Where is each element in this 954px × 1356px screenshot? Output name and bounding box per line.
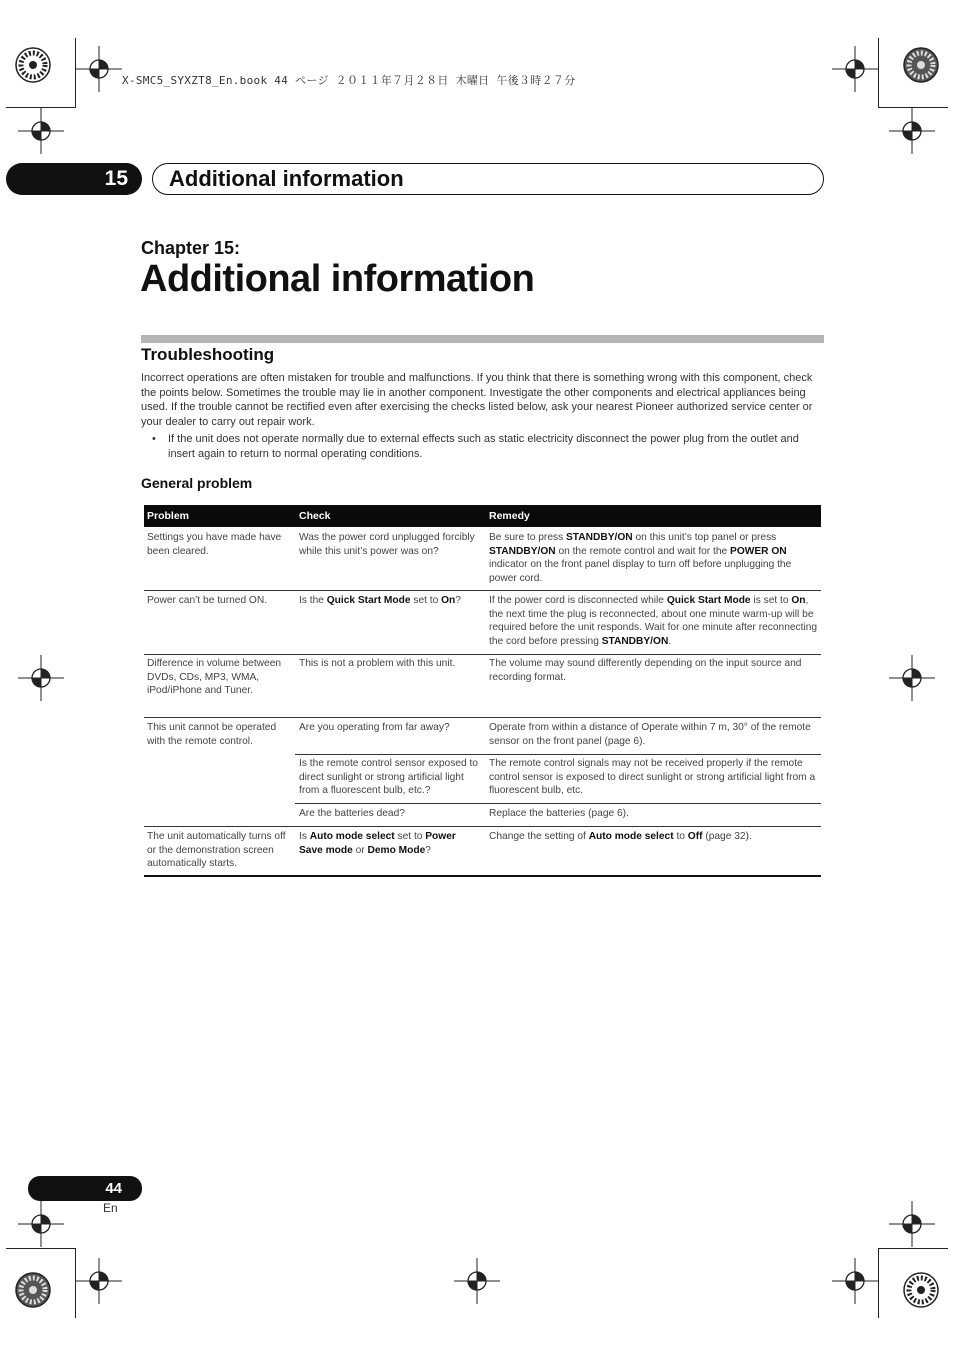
- table-cell-remedy: Replace the batteries (page 6).: [489, 808, 629, 819]
- subsection-heading: General problem: [141, 475, 253, 491]
- table-header: [144, 505, 821, 527]
- table-bottom-rule: [144, 875, 821, 877]
- table-row-divider: [144, 717, 821, 718]
- table-cell-check: Are you operating from far away?: [299, 722, 450, 733]
- table-cell-remedy: The volume may sound differently depending on the input source and recording format.: [489, 658, 802, 683]
- table-cell-problem: The unit automatically turns off or the demonstration screen automatically starts.: [147, 831, 286, 869]
- table-cell-check: Was the power cord unplugged forcibly while this unit’s power was on?: [299, 532, 475, 557]
- table-cell-remedy: Change the setting of Auto mode select to Off (page 32).: [489, 831, 752, 842]
- chapter-number-tab: [6, 163, 142, 195]
- print-header: X-SMC5_SYXZT8_En.book 44 ページ ２０１１年７月２８日 木曜日 午後３時２７分: [122, 74, 576, 87]
- bullet-text: If the unit does not operate normally due to external effects such as static electricity disconnect the power plug from the outlet and insert again to return to normal operating conditions.: [168, 433, 799, 460]
- chapter-number: 15: [104, 167, 128, 190]
- table-cell-remedy: If the power cord is disconnected while Quick Start Mode is set to On, the next time the plug is reconnected, about one minute warm-up will be required before the unit responds. Wait for one minute after reconnecting the cord before pressing STANDBY/ON.: [489, 595, 818, 647]
- registration-mark-icon: [902, 46, 940, 84]
- chapter-title: Additional information: [140, 258, 535, 300]
- bullet-icon: •: [152, 433, 156, 445]
- table-cell-remedy: Be sure to press STANDBY/ON on this unit’s top panel or press STANDBY/ON on the remote control and wait for the POWER ON indicator on the front panel display to turn off before unplugging the power cord.: [489, 532, 792, 584]
- registration-mark-icon: [14, 1271, 52, 1309]
- crosshair-icon: [832, 46, 878, 92]
- table-cell-check: This is not a problem with this unit.: [299, 658, 456, 669]
- crosshair-icon: [889, 1201, 935, 1247]
- page-number: 44: [105, 1180, 122, 1197]
- registration-mark-icon: [14, 46, 52, 84]
- crosshair-icon: [18, 1201, 64, 1247]
- table-cell-problem: Difference in volume between DVDs, CDs, MP3, WMA, iPod/iPhone and Tuner.: [147, 658, 282, 696]
- crosshair-icon: [76, 1258, 122, 1304]
- crosshair-icon: [18, 655, 64, 701]
- column-header-check: Check: [299, 510, 331, 522]
- column-header-remedy: Remedy: [489, 510, 530, 522]
- table-cell-check: Are the batteries dead?: [299, 808, 405, 819]
- running-header: [152, 163, 824, 195]
- table-cell-problem: Power can’t be turned ON.: [147, 595, 268, 606]
- table-subrow-divider: [295, 803, 821, 804]
- registration-mark-icon: [902, 1271, 940, 1309]
- table-cell-problem: This unit cannot be operated with the remote control.: [147, 722, 277, 747]
- page-number-tab: [28, 1176, 142, 1201]
- table-subrow-divider: [295, 754, 821, 755]
- column-header-problem: Problem: [147, 510, 190, 522]
- table-row-divider: [144, 826, 821, 827]
- section-heading: Troubleshooting: [141, 345, 275, 364]
- intro-paragraph: Incorrect operations are often mistaken for trouble and malfunctions. If you think that there is something wrong with this component, check the points below. Sometimes the trouble may lie in another component. Investigate the other components and electrical appliances being used. If the trouble cannot be rectified even after exercising the checks listed below, ask your nearest Pioneer authorized service center or your dealer to carry out repair work.: [141, 372, 813, 428]
- table-cell-remedy: The remote control signals may not be received properly if the remote control sensor is exposed to direct sunlight or strong artificial light from a fluorescent bulb, etc.: [489, 758, 816, 796]
- table-cell-check: Is the Quick Start Mode set to On?: [299, 595, 461, 606]
- crosshair-icon: [889, 108, 935, 154]
- table-cell-check: Is the remote control sensor exposed to direct sunlight or strong artificial light from a fluorescent bulb, etc.?: [299, 758, 478, 796]
- bullet-item: [152, 432, 820, 461]
- table-row-divider: [144, 590, 821, 591]
- crosshair-icon: [889, 655, 935, 701]
- table-cell-problem: Settings you have made have been cleared.: [147, 532, 282, 557]
- running-header-title: Additional information: [169, 166, 404, 191]
- table-row-divider: [144, 654, 821, 655]
- crosshair-icon: [454, 1258, 500, 1304]
- table-cell-remedy: Operate from within a distance of Operate within 7 m, 30° of the remote sensor on the front panel (page 6).: [489, 722, 811, 747]
- page-language: En: [103, 1201, 118, 1215]
- table-cell-check: Is Auto mode select set to Power Save mode or Demo Mode?: [299, 831, 456, 856]
- chapter-label: Chapter 15:: [141, 238, 241, 258]
- section-divider: [141, 335, 824, 343]
- crosshair-icon: [832, 1258, 878, 1304]
- crosshair-icon: [18, 108, 64, 154]
- crosshair-icon: [76, 46, 122, 92]
